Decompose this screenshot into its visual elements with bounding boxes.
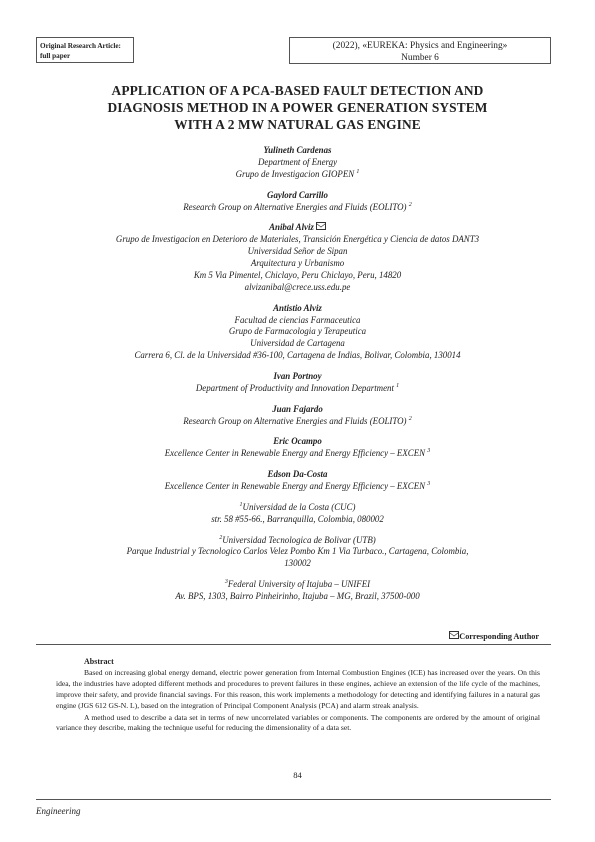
author-name — [40, 145, 555, 157]
institution-line — [40, 591, 555, 603]
author-block — [40, 404, 555, 428]
author-affiliation-line — [40, 270, 555, 282]
author-block — [40, 436, 555, 460]
institution-line — [40, 546, 555, 558]
affiliation-superscript: 2 — [408, 415, 412, 422]
author-affiliation-line — [40, 350, 555, 362]
affiliation-text: Carrera 6, Cl. de la Universidad #36-100, Cartagena de Indias, Bolivar, Colombia, 130014 — [134, 350, 461, 361]
affiliation-text: Universidad Señor de Sipan — [247, 246, 348, 257]
affiliation-text: Department of Productivity and Innovation Department — [195, 382, 394, 393]
affiliation-text: Facultad de ciencias Farmaceutica — [234, 314, 361, 325]
author-name — [40, 222, 555, 234]
author-affiliation-line — [40, 338, 555, 350]
paper-title — [40, 82, 555, 133]
institution-superscript: 3 — [224, 579, 228, 586]
author-block — [40, 371, 555, 395]
author-affiliation-line — [40, 481, 555, 493]
author-block — [40, 222, 555, 293]
article-type-line: Original Research Article: — [40, 42, 121, 50]
author-affiliation-line — [40, 234, 555, 246]
affiliation-superscript: 1 — [356, 168, 360, 175]
author-name-text: Yulineth Cardenas — [263, 145, 332, 155]
affiliation-text: Arquitectura y Urbanismo — [250, 258, 345, 269]
author-name — [40, 371, 555, 383]
author-block — [40, 190, 555, 214]
institution-text: Av. BPS, 1303, Bairro Pinheirinho, Itajuba – MG, Brazil, 37500-000 — [175, 591, 420, 602]
author-affiliation-line — [40, 315, 555, 327]
author-affiliation-line — [40, 282, 555, 294]
author-affiliation-line — [40, 326, 555, 338]
title-line: APPLICATION OF A PCA-BASED FAULT DETECTION AND — [111, 83, 484, 98]
institution-text: Federal University of Itajuba – UNIFEI — [227, 579, 371, 590]
author-affiliation-line — [40, 416, 555, 428]
author-name-text: Edson Da-Costa — [267, 469, 328, 480]
affiliation-text: Research Group on Alternative Energies and Fluids (EOLITO) — [183, 415, 407, 426]
institution-text: 130002 — [284, 558, 311, 569]
corresponding-label: Corresponding Author — [459, 632, 539, 641]
affiliation-text: Excellence Center in Renewable Energy and Energy Efficiency – EXCEN — [164, 448, 426, 459]
author-name — [40, 190, 555, 202]
author-affiliation-line — [40, 246, 555, 258]
institution-block — [40, 535, 555, 571]
corresponding-author-note — [447, 631, 539, 641]
article-type-line: full paper — [40, 52, 71, 60]
author-affiliation-line — [40, 169, 555, 181]
envelope-icon — [316, 222, 326, 230]
footer-divider — [36, 799, 551, 800]
abstract-section — [56, 657, 540, 734]
author-name-text: Eric Ocampo — [273, 436, 322, 447]
affiliation-superscript: 2 — [408, 201, 412, 208]
institution-line — [40, 579, 555, 591]
institution-text: Parque Industrial y Tecnologico Carlos Velez Pombo Km 1 Via Turbaco., Cartagena, Colombia, — [126, 546, 469, 557]
institution-text: Universidad de la Costa (CUC) — [242, 501, 356, 512]
affiliation-superscript: 3 — [427, 481, 431, 488]
institution-line — [40, 558, 555, 570]
article-type-box — [36, 37, 134, 63]
journal-info-box — [289, 37, 551, 64]
author-affiliation-line — [40, 202, 555, 214]
author-block — [40, 469, 555, 493]
title-line: DIAGNOSIS METHOD IN A POWER GENERATION SYSTEM — [107, 100, 488, 115]
affiliation-text: Universidad de Cartagena — [250, 338, 345, 349]
journal-issue: Number 6 — [401, 53, 439, 63]
authors-section — [40, 145, 555, 612]
author-name — [40, 469, 555, 481]
affiliation-superscript: 3 — [427, 448, 431, 455]
institution-block — [40, 502, 555, 526]
author-affiliation-line — [40, 383, 555, 395]
institution-text: str. 58 #55-66., Barranquilla, Colombia, 080002 — [211, 513, 384, 524]
affiliation-text: Grupo de Investigacion en Deterioro de Materiales, Transición Energética y Ciencia de datos DANT3 — [115, 234, 480, 245]
institution-block — [40, 579, 555, 603]
abstract-paragraph: A method used to describe a data set in terms of new uncorrelated variables or components. The components are ordered by the amount of original variance they describe, making the technique useful for reducing the dimensionality of a data set. — [56, 712, 540, 733]
institution-line — [40, 502, 555, 514]
abstract-heading: Abstract — [84, 657, 114, 666]
author-name-text: Anibal Alviz — [269, 222, 314, 233]
affiliation-text: Grupo de Investigacion GIOPEN — [235, 168, 355, 179]
author-affiliation-line — [40, 448, 555, 460]
author-affiliation-line — [40, 157, 555, 169]
journal-line: (2022), «EUREKA: Physics and Engineering» — [332, 41, 508, 51]
author-name-text: Gaylord Carrillo — [267, 189, 328, 200]
page-number: 84 — [293, 770, 302, 780]
affiliation-text: Department of Energy — [257, 156, 338, 167]
author-name-text: Ivan Portnoy — [273, 371, 322, 382]
affiliation-text: Excellence Center in Renewable Energy and Energy Efficiency – EXCEN — [164, 481, 426, 492]
affiliation-text: Research Group on Alternative Energies and Fluids (EOLITO) — [183, 201, 407, 212]
author-name — [40, 404, 555, 416]
affiliation-text: Km 5 Via Pimentel, Chiclayo, Peru Chiclayo, Peru, 14820 — [193, 269, 402, 280]
institution-superscript: 2 — [219, 534, 223, 541]
title-line: WITH A 2 MW NATURAL GAS ENGINE — [174, 117, 421, 132]
author-affiliation-line — [40, 258, 555, 270]
author-block — [40, 145, 555, 181]
affiliation-superscript: 1 — [396, 383, 400, 389]
institution-text: Universidad Tecnologica de Bolivar (UTB) — [222, 534, 376, 545]
affiliation-text: alvizanibal@crece.uss.edu.pe — [244, 281, 351, 292]
institution-line — [40, 514, 555, 526]
author-name — [40, 436, 555, 448]
divider — [36, 644, 551, 645]
author-name — [40, 303, 555, 315]
abstract-paragraph: Based on increasing global energy demand, electric power generation from Internal Combustion Engines (ICE) has increased over the years. On this idea, the industries have adopted different methods and procedures to prevent failures in these engines, achieve an extension of the life cycle of the machines, improve their safety, and provide financial savings. For this reason, this work implements a methodology for detecting and identifying failures in a natural gas engine (JGS 612 GS-N. L), based on the integration of Principal Component Analysis (PCA) and alarm streak analysis. — [56, 667, 540, 710]
footer-section-label: Engineering — [36, 806, 81, 816]
envelope-icon — [449, 631, 459, 639]
author-block — [40, 303, 555, 363]
institution-line — [40, 535, 555, 547]
affiliation-text: Grupo de Farmacologia y Terapeutica — [228, 326, 367, 337]
institution-superscript: 1 — [239, 501, 243, 508]
author-name-text: Juan Fajardo — [272, 403, 323, 414]
author-name-text: Antistio Alviz — [273, 302, 322, 313]
